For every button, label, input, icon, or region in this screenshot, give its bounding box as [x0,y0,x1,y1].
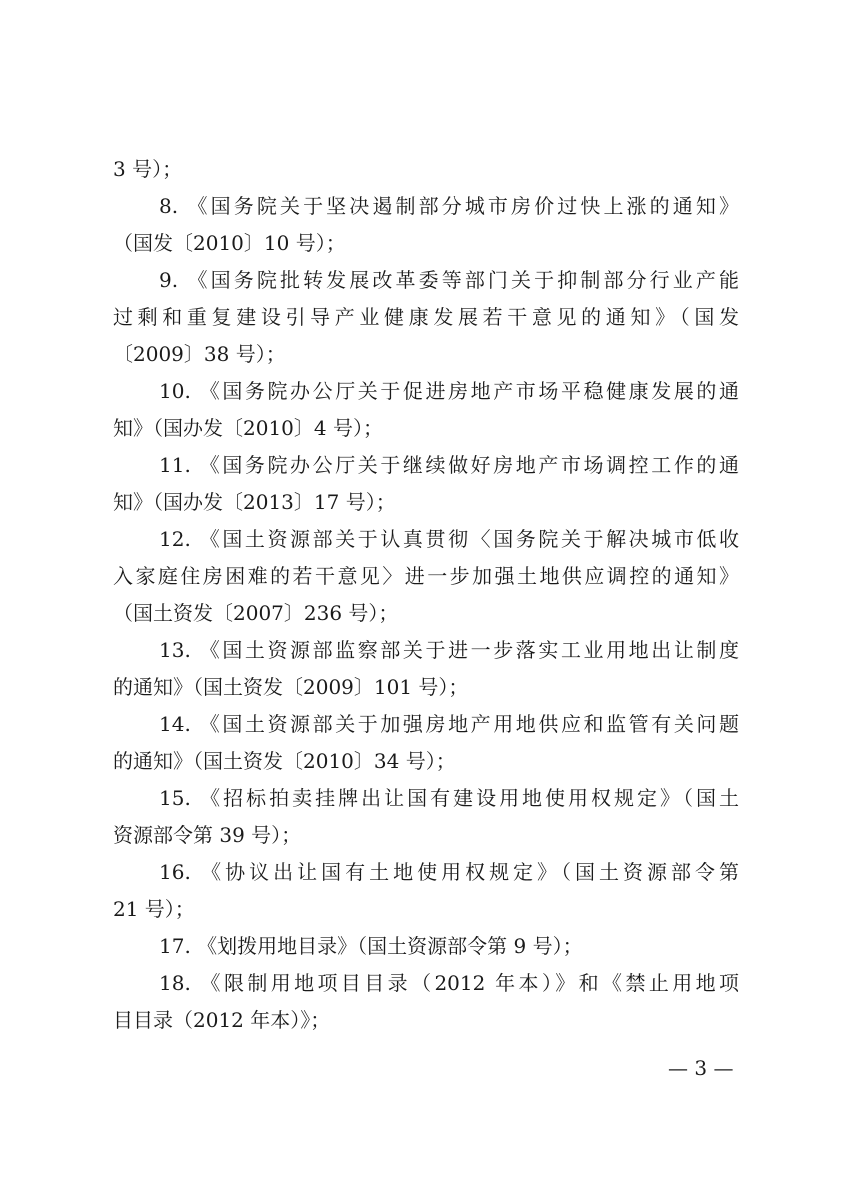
text-line-16: 14. 《国土资源部关于加强房地产用地供应和监管有关问题 [159,712,739,736]
text-line-6: 〔2009〕38 号）； [113,342,286,366]
text-line-20: 16. 《协议出让国有土地使用权规定》（国土资源部令第 [159,860,739,884]
text-line-18: 15. 《招标拍卖挂牌出让国有建设用地使用权规定》（国土 [159,786,739,810]
text-line-17: 的通知》（国土资发〔2010〕34 号）； [113,749,456,773]
text-line-8: 知》（国办发〔2010〕4 号）； [113,416,383,440]
text-line-21: 21 号）； [113,897,195,921]
text-line-15: 的通知》（国土资发〔2009〕101 号）； [113,675,469,699]
text-line-19: 资源部令第 39 号）； [113,823,302,847]
text-line-23: 18. 《限制用地项目目录（2012 年本）》和《禁止用地项 [159,971,739,995]
text-line-7: 10. 《国务院办公厅关于促进房地产市场平稳健康发展的通 [159,379,739,403]
text-line-3: （国发〔2010〕10 号）； [113,231,346,255]
text-line-2: 8. 《国务院关于坚决遏制部分城市房价过快上涨的通知》 [159,194,739,218]
text-line-22: 17. 《划拨用地目录》（国土资源部令第 9 号）； [159,934,583,958]
text-line-5: 过剩和重复建设引导产业健康发展若干意见的通知》（国发 [113,305,739,329]
text-line-14: 13. 《国土资源部监察部关于进一步落实工业用地出让制度 [159,638,739,662]
text-line-12: 入家庭住房困难的若干意见〉进一步加强土地供应调控的通知》 [113,564,739,588]
text-line-1: 3 号）； [113,157,183,181]
text-line-4: 9. 《国务院批转发展改革委等部门关于抑制部分行业产能 [159,268,739,292]
text-line-11: 12. 《国土资源部关于认真贯彻〈国务院关于解决城市低收 [159,527,739,551]
page-number: — 3 — [668,1056,734,1080]
text-line-13: （国土资发〔2007〕236 号）； [113,601,399,625]
text-line-9: 11. 《国务院办公厅关于继续做好房地产市场调控工作的通 [159,453,739,477]
text-line-24: 目目录（2012 年本）》； [113,1008,331,1032]
text-line-10: 知》（国办发〔2013〕17 号）； [113,490,396,514]
